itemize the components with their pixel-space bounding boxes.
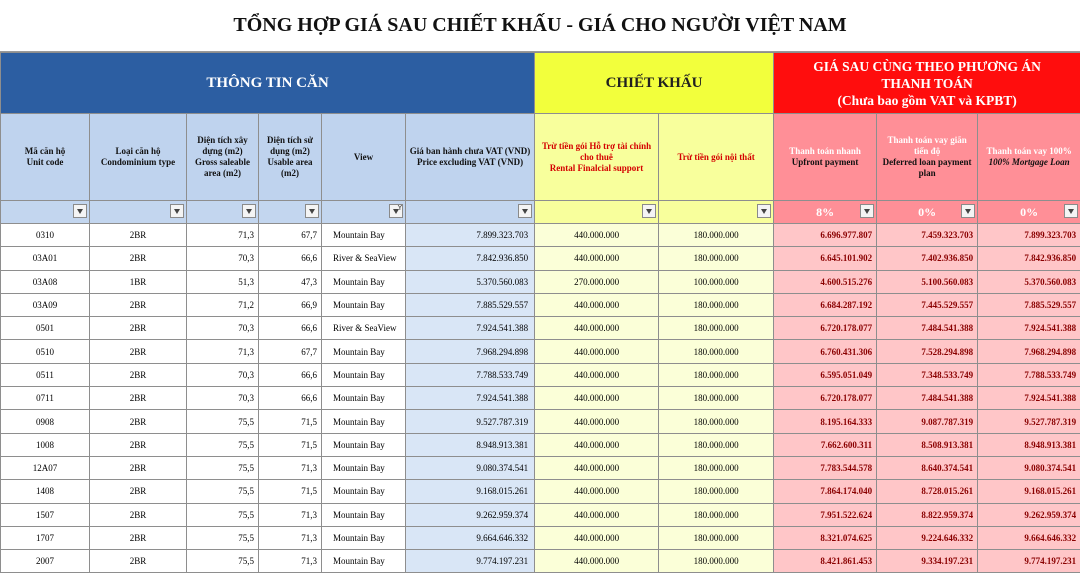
furniture-cell[interactable]: 180.000.000 [659,433,774,456]
price-cell[interactable]: 7.924.541.388 [406,317,535,340]
furniture-cell[interactable]: 180.000.000 [659,410,774,433]
mortgage-price-cell[interactable]: 7.788.533.749 [978,363,1080,386]
unit-code-cell[interactable]: 1707 [1,526,90,549]
table-row [1,387,1080,410]
upfront-price-cell[interactable]: 4.600.515.276 [774,270,877,293]
col-header-type: Loại căn hộ Condominium type [90,114,187,201]
section-discount-header: CHIẾT KHẤU [535,53,774,114]
usable-area-cell[interactable]: 71,3 [259,526,322,549]
mortgage-price-cell[interactable]: 7.924.541.388 [978,317,1080,340]
furniture-cell[interactable]: 180.000.000 [659,480,774,503]
gross-area-cell[interactable]: 75,5 [187,456,259,479]
filter-dropdown-icon[interactable] [757,204,771,218]
mortgage-price-cell[interactable]: 8.948.913.381 [978,433,1080,456]
view-cell[interactable]: Mountain Bay [322,550,406,573]
gross-area-cell[interactable]: 75,5 [187,433,259,456]
col-header-unit-code: Mã căn hộ Unit code [1,114,90,201]
type-cell[interactable]: 1BR [90,270,187,293]
type-cell[interactable]: 2BR [90,293,187,316]
deferred-price-cell[interactable]: 7.348.533.749 [877,363,978,386]
deferred-price-cell[interactable]: 7.484.541.388 [877,387,978,410]
gross-area-cell[interactable]: 70,3 [187,387,259,410]
unit-code-cell[interactable]: 03A01 [1,247,90,270]
final-header-line1: GIÁ SAU CÙNG THEO PHƯƠNG ÁN [813,58,1041,74]
usable-area-cell[interactable]: 66,6 [259,387,322,410]
mortgage-price-cell[interactable]: 7.924.541.388 [978,387,1080,410]
furniture-cell[interactable]: 180.000.000 [659,247,774,270]
usable-area-cell[interactable]: 66,6 [259,317,322,340]
rental-support-cell[interactable]: 440.000.000 [535,224,659,247]
filter-dropdown-icon[interactable] [305,204,319,218]
mortgage-price-cell[interactable]: 7.842.936.850 [978,247,1080,270]
upfront-price-cell[interactable]: 6.696.977.807 [774,224,877,247]
section-final-price-header [774,53,1080,114]
type-cell[interactable]: 2BR [90,317,187,340]
mortgage-price-cell[interactable]: 9.262.959.374 [978,503,1080,526]
type-cell[interactable]: 2BR [90,387,187,410]
deferred-price-cell[interactable]: 7.445.529.557 [877,293,978,316]
filter-cell-code [1,201,90,224]
filter-dropdown-icon[interactable] [73,204,87,218]
usable-area-cell[interactable]: 67,7 [259,340,322,363]
table-row [1,317,1080,340]
unit-code-cell[interactable]: 1408 [1,480,90,503]
upfront-discount-rate: 8% [816,204,835,219]
furniture-cell[interactable]: 180.000.000 [659,293,774,316]
type-cell[interactable]: 2BR [90,247,187,270]
filter-dropdown-icon[interactable] [242,204,256,218]
price-cell[interactable]: 7.842.936.850 [406,247,535,270]
furniture-cell[interactable]: 180.000.000 [659,526,774,549]
gross-area-cell[interactable]: 75,5 [187,480,259,503]
price-cell[interactable]: 7.968.294.898 [406,340,535,363]
mortgage-discount-rate: 0% [1020,204,1039,219]
rental-support-cell[interactable]: 440.000.000 [535,550,659,573]
filter-cell-price [406,201,535,224]
mortgage-price-cell[interactable]: 9.774.197.231 [978,550,1080,573]
filter-dropdown-icon[interactable] [860,204,874,218]
rental-support-cell[interactable]: 440.000.000 [535,363,659,386]
col-header-upfront: Thanh toán nhanh Upfront payment [774,114,877,201]
unit-code-cell[interactable]: 0908 [1,410,90,433]
rental-support-cell[interactable]: 440.000.000 [535,387,659,410]
filter-cell-deferred [877,201,978,224]
deferred-price-cell[interactable]: 8.508.913.381 [877,433,978,456]
upfront-price-cell[interactable]: 6.720.178.077 [774,387,877,410]
section-info-header: THÔNG TIN CĂN [1,53,535,114]
gross-area-cell[interactable]: 70,3 [187,247,259,270]
type-cell[interactable]: 2BR [90,433,187,456]
usable-area-cell[interactable]: 71,5 [259,433,322,456]
filter-cell-mortgage [978,201,1080,224]
filter-dropdown-icon[interactable] [1064,204,1078,218]
view-cell[interactable]: Mountain Bay [322,363,406,386]
rental-support-cell[interactable]: 440.000.000 [535,503,659,526]
table-row [1,526,1080,549]
furniture-cell[interactable]: 180.000.000 [659,340,774,363]
price-cell[interactable]: 7.885.529.557 [406,293,535,316]
furniture-cell[interactable]: 180.000.000 [659,317,774,340]
type-cell[interactable]: 2BR [90,224,187,247]
rental-support-cell[interactable]: 440.000.000 [535,456,659,479]
upfront-price-cell[interactable]: 6.760.431.306 [774,340,877,363]
furniture-cell[interactable]: 180.000.000 [659,550,774,573]
usable-area-cell[interactable]: 71,5 [259,410,322,433]
mortgage-price-cell[interactable]: 7.968.294.898 [978,340,1080,363]
unit-code-cell[interactable]: 0711 [1,387,90,410]
upfront-price-cell[interactable]: 8.421.861.453 [774,550,877,573]
unit-code-cell[interactable]: 0510 [1,340,90,363]
view-cell[interactable]: Mountain Bay [322,503,406,526]
price-cell[interactable]: 7.788.533.749 [406,363,535,386]
view-cell[interactable]: River & SeaView [322,317,406,340]
price-cell[interactable]: 9.774.197.231 [406,550,535,573]
view-cell[interactable]: Mountain Bay [322,526,406,549]
usable-area-cell[interactable]: 66,6 [259,247,322,270]
col-header-gross-area: Diện tích xây dựng (m2) Gross saleable area (m2) [187,114,259,201]
furniture-cell[interactable]: 180.000.000 [659,363,774,386]
type-cell[interactable]: 2BR [90,363,187,386]
unit-code-cell[interactable]: 03A08 [1,270,90,293]
gross-area-cell[interactable]: 75,5 [187,503,259,526]
rental-support-cell[interactable]: 440.000.000 [535,340,659,363]
unit-code-cell[interactable]: 12A07 [1,456,90,479]
gross-area-cell[interactable]: 71,3 [187,224,259,247]
col-header-price: Giá ban hành chưa VAT (VND) Price excluding VAT (VND) [406,114,535,201]
filter-dropdown-icon[interactable] [170,204,184,218]
type-cell[interactable]: 2BR [90,410,187,433]
view-cell[interactable]: Mountain Bay [322,270,406,293]
filter-cell-type [90,201,187,224]
price-cell[interactable]: 9.664.646.332 [406,526,535,549]
upfront-price-cell[interactable]: 7.662.600.311 [774,433,877,456]
gross-area-cell[interactable]: 75,5 [187,526,259,549]
price-cell[interactable]: 9.168.015.261 [406,480,535,503]
deferred-price-cell[interactable]: 7.459.323.703 [877,224,978,247]
col-header-view: View [322,114,406,201]
rental-support-cell[interactable]: 440.000.000 [535,410,659,433]
view-cell[interactable]: Mountain Bay [322,293,406,316]
usable-area-cell[interactable]: 66,9 [259,293,322,316]
upfront-price-cell[interactable]: 8.195.164.333 [774,410,877,433]
gross-area-cell[interactable]: 71,2 [187,293,259,316]
gross-area-cell[interactable]: 51,3 [187,270,259,293]
unit-code-cell[interactable]: 0511 [1,363,90,386]
deferred-price-cell[interactable]: 7.402.936.850 [877,247,978,270]
price-cell[interactable]: 7.899.323.703 [406,224,535,247]
price-cell[interactable]: 9.080.374.541 [406,456,535,479]
filter-cell-gross [187,201,259,224]
gross-area-cell[interactable]: 70,3 [187,363,259,386]
unit-code-cell[interactable]: 0310 [1,224,90,247]
furniture-cell[interactable]: 180.000.000 [659,387,774,410]
usable-area-cell[interactable]: 66,6 [259,363,322,386]
filter-dropdown-icon[interactable] [518,204,532,218]
table-row [1,480,1080,503]
rental-support-cell[interactable]: 440.000.000 [535,433,659,456]
table-row [1,247,1080,270]
col-header-furniture: Trừ tiền gói nội thất [659,114,774,201]
filter-dropdown-icon[interactable] [961,204,975,218]
view-cell[interactable]: River & SeaView [322,247,406,270]
price-cell[interactable]: 7.924.541.388 [406,387,535,410]
col-header-deferred: Thanh toán vay giãn tiến độ Deferred loan payment plan [877,114,978,201]
table-row [1,270,1080,293]
unit-code-cell[interactable]: 0501 [1,317,90,340]
mortgage-price-cell[interactable]: 9.168.015.261 [978,480,1080,503]
type-cell[interactable]: 2BR [90,480,187,503]
deferred-price-cell[interactable]: 5.100.560.083 [877,270,978,293]
upfront-price-cell[interactable]: 6.684.287.192 [774,293,877,316]
filter-cell-usable [259,201,322,224]
gross-area-cell[interactable]: 71,3 [187,340,259,363]
mortgage-price-cell[interactable]: 7.899.323.703 [978,224,1080,247]
deferred-price-cell[interactable]: 7.528.294.898 [877,340,978,363]
deferred-price-cell[interactable]: 8.640.374.541 [877,456,978,479]
rental-support-cell[interactable]: 440.000.000 [535,247,659,270]
unit-code-cell[interactable]: 03A09 [1,293,90,316]
gross-area-cell[interactable]: 75,5 [187,550,259,573]
filter-cell-view [322,201,406,224]
usable-area-cell[interactable]: 47,3 [259,270,322,293]
rental-support-cell[interactable]: 440.000.000 [535,293,659,316]
price-cell[interactable]: 8.948.913.381 [406,433,535,456]
view-cell[interactable]: Mountain Bay [322,456,406,479]
type-cell[interactable]: 2BR [90,526,187,549]
upfront-price-cell[interactable]: 6.645.101.902 [774,247,877,270]
deferred-price-cell[interactable]: 7.484.541.388 [877,317,978,340]
table-row [1,224,1080,247]
unit-code-cell[interactable]: 1507 [1,503,90,526]
gross-area-cell[interactable]: 70,3 [187,317,259,340]
usable-area-cell[interactable]: 71,3 [259,456,322,479]
furniture-cell[interactable]: 100.000.000 [659,270,774,293]
unit-code-cell[interactable]: 2007 [1,550,90,573]
view-cell[interactable]: Mountain Bay [322,340,406,363]
deferred-price-cell[interactable]: 9.224.646.332 [877,526,978,549]
type-cell[interactable]: 2BR [90,550,187,573]
table-row [1,550,1080,573]
mortgage-price-cell[interactable]: 9.664.646.332 [978,526,1080,549]
unit-code-cell[interactable]: 1008 [1,433,90,456]
upfront-price-cell[interactable]: 8.321.074.625 [774,526,877,549]
usable-area-cell[interactable]: 71,5 [259,480,322,503]
mortgage-price-cell[interactable]: 9.080.374.541 [978,456,1080,479]
filter-active-icon[interactable] [389,204,403,218]
deferred-discount-rate: 0% [918,204,937,219]
deferred-price-cell[interactable]: 9.334.197.231 [877,550,978,573]
final-header-line2: THANH TOÁN [881,75,973,91]
table-row [1,340,1080,363]
rental-support-cell[interactable]: 440.000.000 [535,480,659,503]
filter-dropdown-icon[interactable] [642,204,656,218]
mortgage-price-cell[interactable]: 7.885.529.557 [978,293,1080,316]
deferred-price-cell[interactable]: 9.087.787.319 [877,410,978,433]
final-header-line3: (Chưa bao gồm VAT và KPBT) [837,92,1017,108]
table-row [1,410,1080,433]
upfront-price-cell[interactable]: 7.783.544.578 [774,456,877,479]
filter-cell-furniture [659,201,774,224]
table-row [1,433,1080,456]
deferred-price-cell[interactable]: 8.822.959.374 [877,503,978,526]
col-header-mortgage: Thanh toán vay 100% 100% Mortgage Loan [978,114,1080,201]
usable-area-cell[interactable]: 71,3 [259,550,322,573]
price-cell[interactable]: 5.370.560.083 [406,270,535,293]
table-row [1,503,1080,526]
table-row [1,363,1080,386]
price-table [0,52,1080,573]
table-row [1,456,1080,479]
furniture-cell[interactable]: 180.000.000 [659,224,774,247]
type-cell[interactable]: 2BR [90,503,187,526]
col-header-usable-area: Diện tích sử dụng (m2) Usable area (m2) [259,114,322,201]
type-cell[interactable]: 2BR [90,340,187,363]
filter-cell-upfront [774,201,877,224]
table-row [1,293,1080,316]
sheet-title: TỔNG HỢP GIÁ SAU CHIẾT KHẤU - GIÁ CHO NGƯỜI VIỆT NAM [0,0,1080,52]
gross-area-cell[interactable]: 75,5 [187,410,259,433]
rental-support-cell[interactable]: 440.000.000 [535,526,659,549]
price-cell[interactable]: 9.527.787.319 [406,410,535,433]
col-header-rental-support: Trừ tiền gói Hỗ trợ tài chính cho thuê Rental Finalcial support [535,114,659,201]
usable-area-cell[interactable]: 71,3 [259,503,322,526]
upfront-price-cell[interactable]: 6.595.051.049 [774,363,877,386]
view-cell[interactable]: Mountain Bay [322,410,406,433]
view-cell[interactable]: Mountain Bay [322,224,406,247]
rental-support-cell[interactable]: 440.000.000 [535,317,659,340]
furniture-cell[interactable]: 180.000.000 [659,456,774,479]
upfront-price-cell[interactable]: 7.864.174.040 [774,480,877,503]
deferred-price-cell[interactable]: 8.728.015.261 [877,480,978,503]
filter-cell-rental [535,201,659,224]
mortgage-price-cell[interactable]: 5.370.560.083 [978,270,1080,293]
view-cell[interactable]: Mountain Bay [322,480,406,503]
usable-area-cell[interactable]: 67,7 [259,224,322,247]
furniture-cell[interactable]: 180.000.000 [659,503,774,526]
type-cell[interactable]: 2BR [90,456,187,479]
view-cell[interactable]: Mountain Bay [322,387,406,410]
rental-support-cell[interactable]: 270.000.000 [535,270,659,293]
view-cell[interactable]: Mountain Bay [322,433,406,456]
upfront-price-cell[interactable]: 7.951.522.624 [774,503,877,526]
upfront-price-cell[interactable]: 6.720.178.077 [774,317,877,340]
mortgage-price-cell[interactable]: 9.527.787.319 [978,410,1080,433]
price-cell[interactable]: 9.262.959.374 [406,503,535,526]
